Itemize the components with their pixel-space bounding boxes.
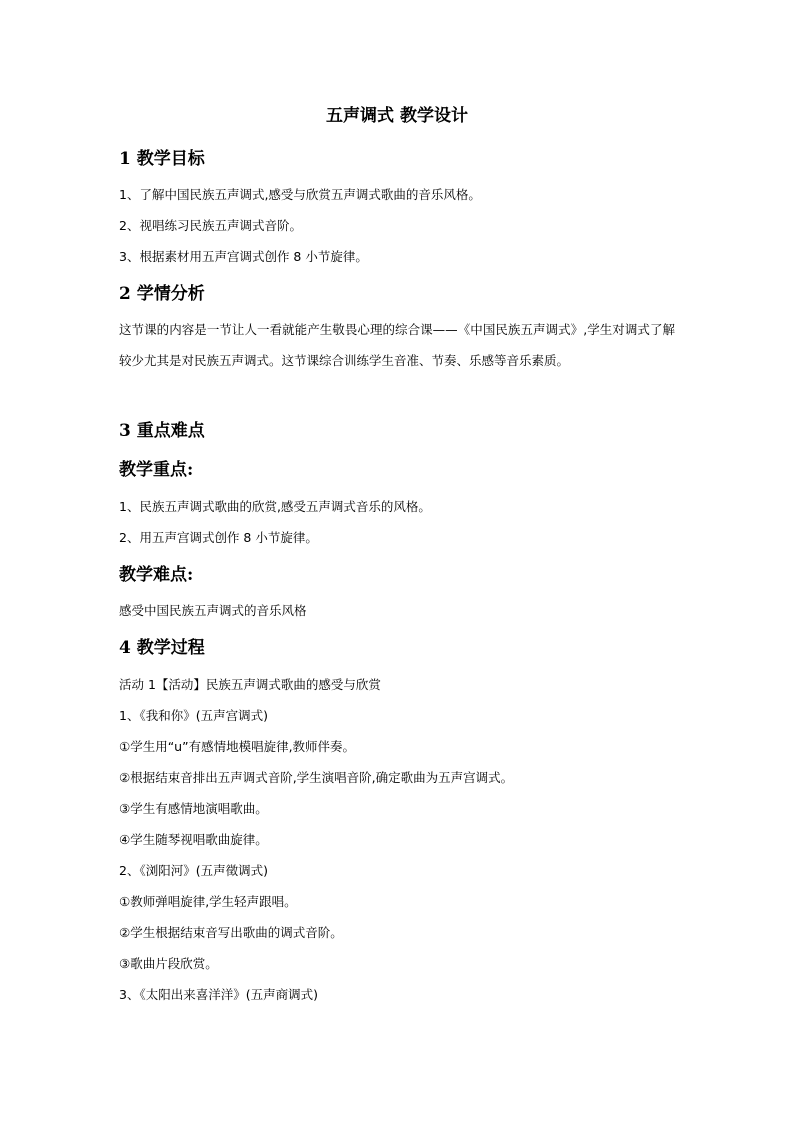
section-heading-process: 4 教学过程 bbox=[119, 638, 205, 658]
process-line: ②根据结束音排出五声调式音阶,学生演唱音阶,确定歌曲为五声宫调式。 bbox=[119, 770, 514, 785]
process-line: ①学生用“u”有感情地模唱旋律,教师伴奏。 bbox=[119, 739, 356, 754]
focus-item: 2、用五声宫调式创作 8 小节旋律。 bbox=[119, 530, 318, 545]
objective-item: 1、了解中国民族五声调式,感受与欣赏五声调式歌曲的音乐风格。 bbox=[119, 187, 481, 202]
subheading-teaching-focus: 教学重点: bbox=[119, 460, 194, 480]
section-heading-key-points: 3 重点难点 bbox=[119, 421, 205, 441]
process-line: ③学生有感情地演唱歌曲。 bbox=[119, 801, 268, 816]
section-heading-analysis: 2 学情分析 bbox=[119, 284, 205, 304]
difficulty-text: 感受中国民族五声调式的音乐风格 bbox=[119, 603, 307, 618]
process-line: 3、《太阳出来喜洋洋》(五声商调式) bbox=[119, 987, 318, 1002]
document-title: 五声调式 教学设计 bbox=[326, 106, 468, 126]
process-line: ③歌曲片段欣赏。 bbox=[119, 956, 218, 971]
objective-item: 3、根据素材用五声宫调式创作 8 小节旋律。 bbox=[119, 249, 368, 264]
process-line: 2、《浏阳河》(五声徵调式) bbox=[119, 863, 268, 878]
analysis-paragraph: 这节课的内容是一节让人一看就能产生敬畏心理的综合课——《中国民族五声调式》,学生对调式了解较少尤其是对民族五声调式。这节课综合训练学生音准、节奏、乐感等音乐素质。 bbox=[119, 322, 675, 368]
activity-title: 活动 1【活动】民族五声调式歌曲的感受与欣赏 bbox=[119, 677, 381, 692]
section-heading-objectives: 1 教学目标 bbox=[119, 149, 205, 169]
focus-item: 1、民族五声调式歌曲的欣赏,感受五声调式音乐的风格。 bbox=[119, 499, 431, 514]
objective-item: 2、视唱练习民族五声调式音阶。 bbox=[119, 218, 302, 233]
process-line: ②学生根据结束音写出歌曲的调式音阶。 bbox=[119, 925, 343, 940]
process-line: ①教师弹唱旋律,学生轻声跟唱。 bbox=[119, 894, 297, 909]
process-line: ④学生随琴视唱歌曲旋律。 bbox=[119, 832, 268, 847]
process-line: 1、《我和你》(五声宫调式) bbox=[119, 708, 268, 723]
subheading-teaching-difficulty: 教学难点: bbox=[119, 565, 194, 585]
